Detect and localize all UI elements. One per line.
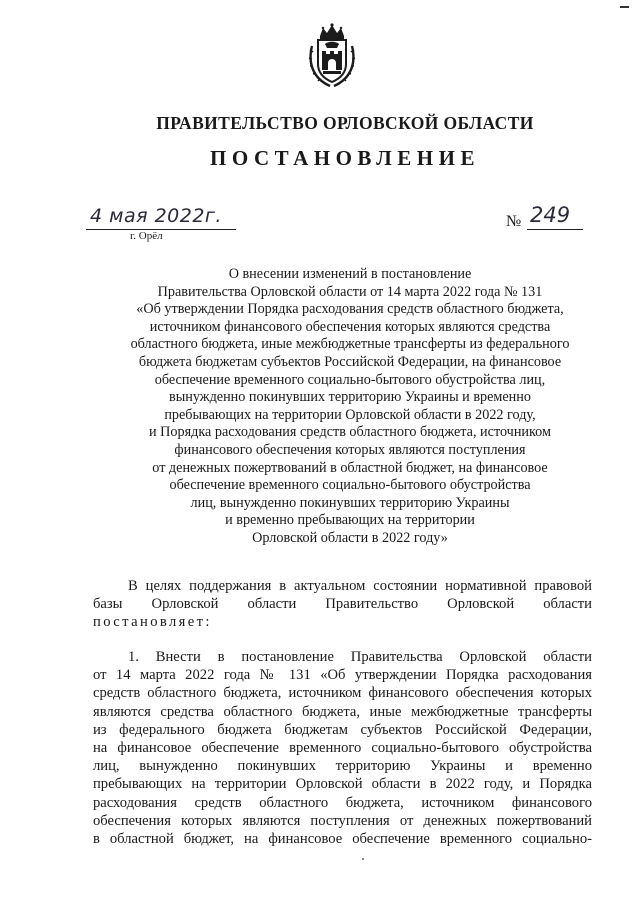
- subject-line: обеспечение временного социально-бытового обустройства: [169, 477, 531, 494]
- subject-line: бюджета бюджетам субъектов Российской Федерации, на финансовое: [138, 353, 562, 370]
- subject-line: от денежных пожертвований в областной бюджет, на финансовое: [152, 459, 548, 476]
- item-1-paragraph: [93, 648, 592, 848]
- preamble-line: базы Орловской области Правительство Орловской области: [93, 596, 592, 613]
- subject-line: лиц, вынужденно покинувших территорию Украины: [190, 494, 510, 511]
- item-line: 1. Внести в постановление Правительства Орловской области: [128, 649, 592, 665]
- number-sign: №: [506, 213, 522, 230]
- organization-title: ПРАВИТЕЛЬСТВО ОРЛОВСКОЙ ОБЛАСТИ: [156, 113, 534, 133]
- handwritten-number: 249: [530, 203, 571, 227]
- subject-line: источником финансового обеспечения которых являются средства: [149, 318, 551, 335]
- city-label: г. Орёл: [130, 230, 163, 242]
- scan-mark: [620, 6, 629, 8]
- number-underline: [527, 229, 583, 230]
- subject-line: Орловской области в 2022 году»: [252, 529, 448, 546]
- subject-line: Правительства Орловской области от 14 марта 2022 года № 131: [157, 283, 543, 300]
- subject-line: вынужденно покинувших территорию Украины и временно: [169, 389, 531, 406]
- scan-speck: [362, 858, 364, 860]
- item-line: из федерального бюджета бюджетам субъектов Российской Федерации,: [93, 721, 592, 738]
- item-line: лиц, вынужденно покинувших территорию Украины и временно: [93, 758, 592, 775]
- item-line: в областной бюджет, на финансовое обеспечение временного социально-: [93, 831, 592, 848]
- subject-line: областного бюджета, иные межбюджетные трансферты из федерального: [130, 336, 570, 353]
- handwritten-date: 4 мая 2022г.: [90, 205, 222, 227]
- subject-line: «Об утверждении Порядка расходования средств областного бюджета,: [136, 301, 564, 318]
- preamble-paragraph: [93, 577, 592, 632]
- preamble-line: постановляет:: [93, 614, 212, 631]
- subject-line: и временно пребывающих на территории: [225, 512, 475, 529]
- subject-line: и Порядка расходования средств областного бюджета, источником: [149, 424, 551, 441]
- coat-of-arms-icon: [306, 22, 358, 88]
- item-line: расходования средств областного бюджета, источником финансового: [93, 794, 592, 811]
- item-line: на финансовое обеспечение временного социально-бытового обустройства: [93, 740, 592, 757]
- document-type-title: ПОСТАНОВЛЕНИЕ: [210, 146, 480, 170]
- subject-line: финансового обеспечения которых являются поступления: [174, 441, 526, 458]
- subject-line: пребывающих на территории Орловской области в 2022 году,: [164, 406, 536, 423]
- item-line: от 14 марта 2022 года № 131 «Об утверждении Порядка расходования: [93, 667, 592, 684]
- document-subject: [60, 266, 633, 548]
- subject-line: О внесении изменений в постановление: [228, 266, 472, 282]
- item-line: средств областного бюджета, источником финансового обеспечения которых: [93, 685, 592, 702]
- item-line: обеспечения которых являются поступления от денежных пожертвований: [93, 812, 592, 829]
- item-line: пребывающих на территории Орловской области в 2022 году, и Порядка: [93, 776, 592, 793]
- preamble-line: В целях поддержания в актуальном состоянии нормативной правовой: [128, 578, 592, 594]
- subject-line: обеспечение временного социально-бытового обустройства лиц,: [154, 371, 546, 388]
- item-line: являются средства областного бюджета, иные межбюджетные трансферты: [93, 703, 592, 720]
